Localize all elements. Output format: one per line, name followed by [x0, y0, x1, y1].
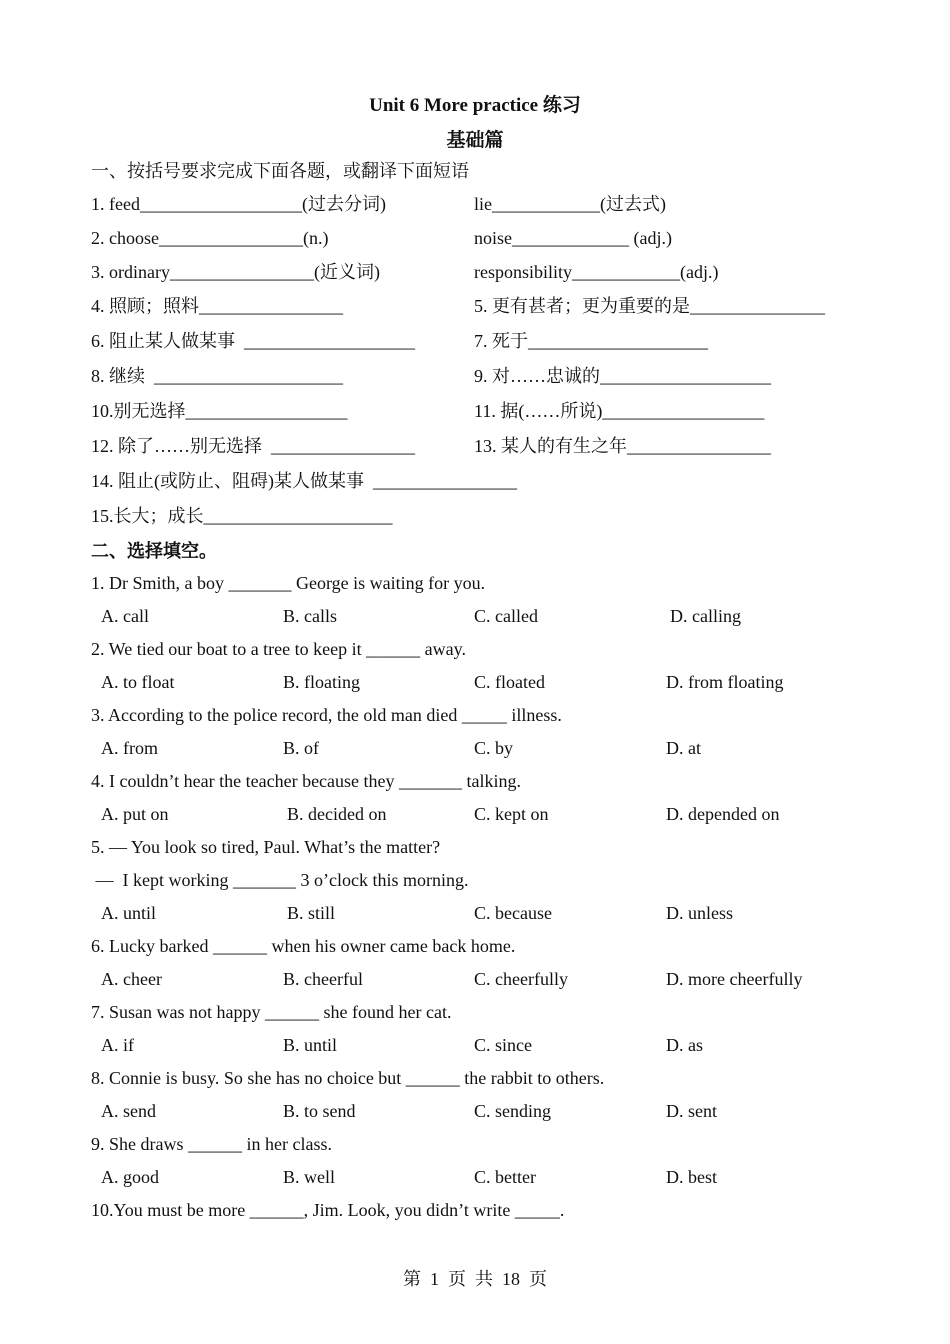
- section1-heading: 一、按括号要求完成下面各题，或翻译下面短语: [91, 161, 469, 181]
- vocab-item: 1. feed__________________(过去分词): [91, 194, 386, 214]
- vocab-item: 14. 阻止(或防止、阻碍)某人做某事 ________________: [91, 471, 517, 491]
- option-d: D. unless: [666, 903, 733, 923]
- vocab-item: noise_____________ (adj.): [474, 228, 672, 248]
- option-d: D. calling: [670, 606, 741, 626]
- vocab-item: 6. 阻止某人做某事 ___________________: [91, 331, 415, 351]
- option-c: C. because: [474, 903, 552, 923]
- option-c: C. sending: [474, 1101, 552, 1121]
- option-d: D. best: [666, 1167, 717, 1187]
- option-b: B. to send: [283, 1101, 356, 1121]
- question-text: 9. She draws ______ in her class.: [91, 1134, 332, 1154]
- question-text: 10.You must be more ______, Jim. Look, you didn’t write _____.: [91, 1200, 565, 1220]
- question-text: 1. Dr Smith, a boy _______ George is waiting for you.: [91, 573, 486, 593]
- vocab-item: 13. 某人的有生之年________________: [474, 436, 771, 456]
- question-text: 6. Lucky barked ______ when his owner came back home.: [91, 936, 516, 956]
- option-c: C. better: [474, 1167, 536, 1187]
- option-b: B. still: [287, 903, 336, 923]
- option-d: D. depended on: [666, 804, 780, 824]
- vocab-item: 12. 除了……别无选择 ________________: [91, 436, 415, 456]
- question-text: 5. — You look so tired, Paul. What’s the matter?: [91, 837, 441, 857]
- vocab-item: 11. 据(……所说)__________________: [474, 401, 765, 421]
- option-a: A. cheer: [101, 969, 162, 989]
- option-c: C. by: [474, 738, 514, 758]
- page-footer: 第 1 页 共 18 页: [403, 1269, 547, 1289]
- question-text: 4. I couldn’t hear the teacher because they _______ talking.: [91, 771, 522, 791]
- vocab-item: 7. 死于____________________: [474, 331, 708, 351]
- option-a: A. until: [101, 903, 157, 923]
- question-text-reply: — I kept working _______ 3 o’clock this morning.: [91, 870, 469, 890]
- option-b: B. decided on: [287, 804, 387, 824]
- vocab-item: 8. 继续 _____________________: [91, 366, 343, 386]
- option-a: A. to float: [101, 672, 175, 692]
- vocab-item: responsibility____________(adj.): [474, 262, 719, 282]
- option-c: C. cheerfully: [474, 969, 568, 989]
- option-d: D. at: [666, 738, 701, 758]
- question-text: 2. We tied our boat to a tree to keep it ______ away.: [91, 639, 466, 659]
- vocab-item: 2. choose________________(n.): [91, 228, 329, 248]
- option-a: A. if: [101, 1035, 134, 1055]
- document-title: Unit 6 More practice 练习: [369, 95, 581, 116]
- question-text: 3. According to the police record, the old man died _____ illness.: [91, 705, 562, 725]
- option-b: B. until: [283, 1035, 338, 1055]
- option-a: A. call: [101, 606, 149, 626]
- option-a: A. from: [101, 738, 158, 758]
- option-c: C. floated: [474, 672, 545, 692]
- option-b: B. of: [283, 738, 319, 758]
- vocab-item: 3. ordinary________________(近义词): [91, 262, 380, 282]
- vocab-item: 5. 更有甚者；更为重要的是_______________: [474, 296, 825, 316]
- vocab-item: 9. 对……忠诚的___________________: [474, 366, 771, 386]
- option-d: D. as: [666, 1035, 703, 1055]
- option-b: B. cheerful: [283, 969, 363, 989]
- option-d: D. sent: [666, 1101, 717, 1121]
- question-text: 7. Susan was not happy ______ she found her cat.: [91, 1002, 452, 1022]
- option-d: D. more cheerfully: [666, 969, 803, 989]
- vocab-item: 4. 照顾；照料________________: [91, 296, 343, 316]
- vocab-item: 10.别无选择__________________: [91, 401, 348, 421]
- option-c: C. called: [474, 606, 538, 626]
- option-b: B. calls: [283, 606, 337, 626]
- option-c: C. kept on: [474, 804, 549, 824]
- vocab-item: lie____________(过去式): [474, 194, 666, 214]
- option-a: A. send: [101, 1101, 156, 1121]
- option-a: A. good: [101, 1167, 159, 1187]
- option-b: B. floating: [283, 672, 360, 692]
- option-c: C. since: [474, 1035, 532, 1055]
- question-text: 8. Connie is busy. So she has no choice but ______ the rabbit to others.: [91, 1068, 605, 1088]
- option-a: A. put on: [101, 804, 169, 824]
- document-subtitle: 基础篇: [446, 130, 504, 151]
- section2-heading: 二、选择填空。: [91, 541, 217, 561]
- option-d: D. from floating: [666, 672, 784, 692]
- option-b: B. well: [283, 1167, 335, 1187]
- vocab-item: 15.长大；成长_____________________: [91, 506, 393, 526]
